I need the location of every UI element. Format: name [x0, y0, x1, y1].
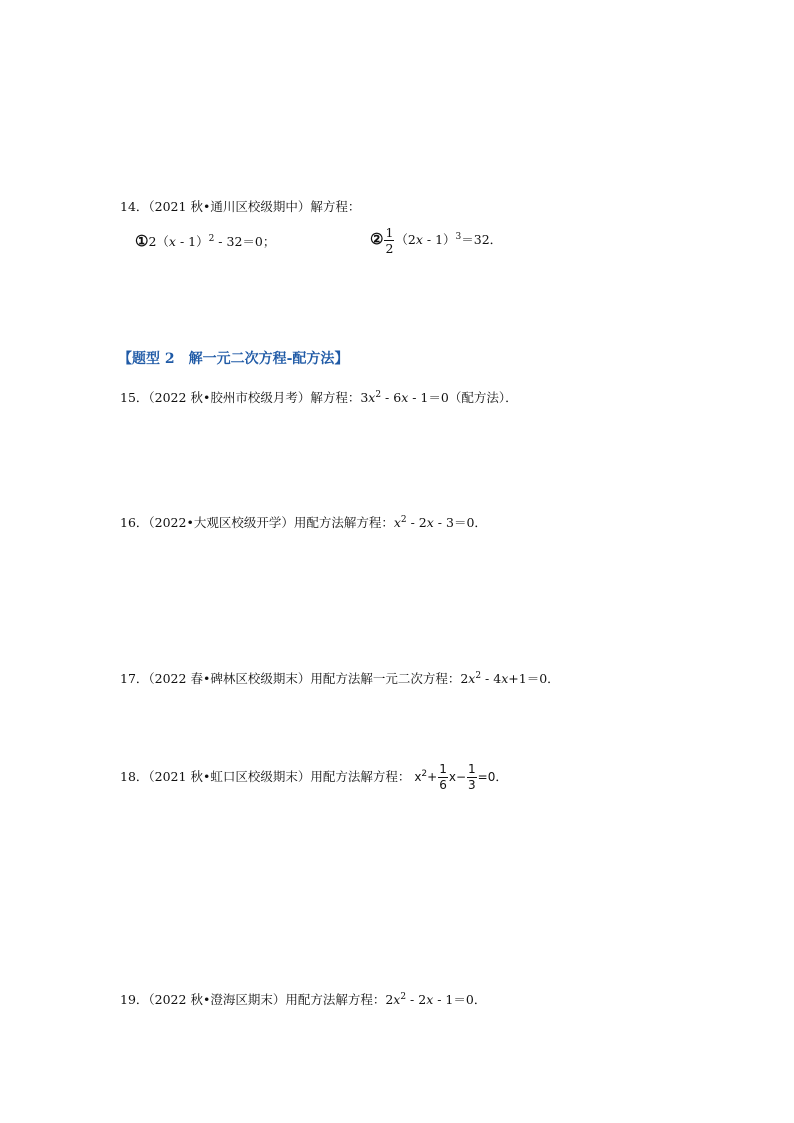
eq-text: 2 [460, 671, 469, 686]
section-heading [118, 350, 348, 368]
circled-one-marker: ① [135, 232, 149, 250]
eq-text: 3 [360, 390, 369, 405]
eq-operator: + [427, 770, 438, 784]
question-16-label: 16．（2022•大观区校级开学）用配方法解方程： [120, 515, 394, 530]
heading-title: 题型 2 解一元二次方程-配方法 [132, 351, 335, 367]
question-15-label: 15．（2022 秋•胶州市校级月考）解方程： [120, 390, 361, 405]
eq-text: +1＝0． [508, 671, 560, 686]
eq-text: - 2 [406, 992, 427, 1007]
eq-variable: x [393, 515, 401, 530]
eq-text: 2 [385, 992, 394, 1007]
eq-exponent: 2 [475, 671, 482, 681]
fraction-numerator: 1 [439, 762, 447, 776]
question-18-equation [414, 762, 496, 792]
eq-text: - 1＝0（配方法）． [408, 390, 518, 405]
eq-variable: x [426, 515, 434, 530]
eq-variable: x [448, 770, 456, 784]
eq-text: - 6 [381, 390, 402, 405]
eq-text: - 2 [406, 515, 427, 530]
eq-variable: x [468, 671, 476, 686]
eq-text: =0 [477, 770, 496, 784]
eq-text: （2 [395, 232, 416, 247]
eq-text: 2（ [148, 234, 169, 249]
eq-exponent: 2 [375, 390, 382, 400]
eq-text: - 3＝0． [433, 515, 487, 530]
question-14-part-1 [135, 230, 275, 251]
eq-text: - 4 [481, 671, 502, 686]
eq-text: - 32＝0； [214, 234, 276, 249]
question-14-label: 14．（2021 秋•通川区校级期中）解方程： [120, 199, 361, 214]
eq-text: - 1＝0． [433, 992, 487, 1007]
eq-text: - 1） [422, 232, 456, 247]
eq-variable: x [414, 770, 422, 784]
eq-variable: x [168, 234, 176, 249]
eq-variable: x [393, 992, 401, 1007]
heading-bracket-open: 【 [118, 351, 132, 367]
fraction-numerator: 1 [385, 225, 394, 240]
question-16 [120, 511, 487, 532]
eq-text: - 1） [175, 234, 209, 249]
eq-text: ＝32． [461, 232, 503, 247]
eq-exponent: 2 [208, 234, 215, 244]
eq-variable: x [415, 232, 423, 247]
fraction [384, 225, 394, 256]
fraction-denominator: 2 [385, 241, 394, 256]
eq-exponent: 2 [400, 515, 407, 525]
question-19-label: 19．（2022 秋•澄海区期末）用配方法解方程： [120, 992, 386, 1007]
eq-variable: x [501, 671, 509, 686]
eq-variable: x [401, 390, 409, 405]
heading-bracket-close: 】 [334, 351, 349, 367]
eq-text: ． [495, 769, 508, 784]
circled-two-marker: ② [370, 230, 384, 248]
fraction-denominator: 3 [468, 778, 476, 792]
fraction-numerator: 1 [468, 762, 476, 776]
eq-operator: − [455, 770, 467, 784]
question-15 [120, 386, 518, 407]
fraction-one-sixth [438, 762, 448, 793]
eq-exponent: 3 [455, 232, 462, 242]
fraction-one-third [467, 762, 477, 793]
eq-variable: x [426, 992, 434, 1007]
eq-exponent: 2 [400, 992, 407, 1002]
eq-exponent: 2 [421, 769, 428, 779]
question-19 [120, 988, 486, 1009]
question-14 [120, 198, 360, 216]
fraction-denominator: 6 [439, 778, 447, 792]
eq-variable: x [368, 390, 376, 405]
question-18 [120, 762, 508, 793]
question-14-part-2 [370, 225, 502, 256]
question-18-label: 18．（2021 秋•虹口区校级期末）用配方法解方程： [120, 769, 411, 784]
question-17 [120, 667, 560, 688]
question-17-label: 17．（2022 春•碑林区校级期末）用配方法解一元二次方程： [120, 671, 461, 686]
